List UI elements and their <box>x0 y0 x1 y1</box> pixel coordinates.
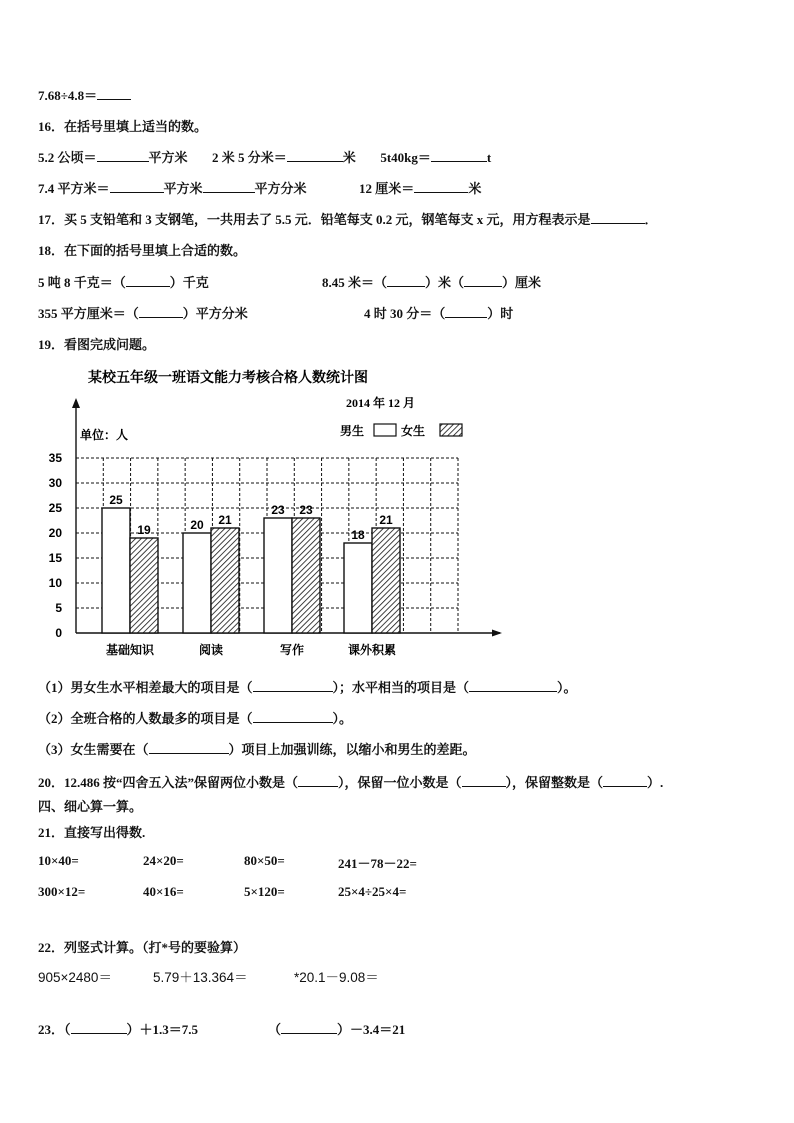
answer-blank[interactable] <box>387 274 425 287</box>
question-21-title: 21．直接写出得数. <box>38 825 146 840</box>
answer-blank[interactable] <box>591 211 645 224</box>
y-tick-label: 10 <box>48 576 62 590</box>
y-tick-label: 25 <box>48 501 62 515</box>
category-label: 阅读 <box>198 643 224 657</box>
bar-male <box>102 508 130 633</box>
bar-value-label: 20 <box>190 518 204 532</box>
answer-blank[interactable] <box>287 149 343 162</box>
bar-male <box>264 518 292 633</box>
bar-value-label: 21 <box>218 513 232 527</box>
legend-swatch-male <box>374 424 396 436</box>
chart-legend <box>340 423 462 438</box>
answer-blank[interactable] <box>414 180 468 193</box>
question-16-row2: 7.4 平方米＝ 平方米 平方分米 12 厘米＝ 米 <box>38 181 482 196</box>
section-4-title: 四、细心算一算。 <box>38 799 143 814</box>
bar-value-label: 19 <box>137 523 151 537</box>
answer-blank[interactable] <box>149 741 229 754</box>
calc-item: 24×20= <box>143 853 184 868</box>
answer-blank[interactable] <box>97 87 131 100</box>
answer-blank[interactable] <box>139 305 183 318</box>
y-tick-label: 35 <box>48 451 62 465</box>
question-19-part1: （1）男女生水平相差最大的项目是（ ）；水平相当的项目是（ ）。 <box>38 680 577 695</box>
category-label: 基础知识 <box>105 643 155 657</box>
answer-blank[interactable] <box>298 774 338 787</box>
bar-value-label: 23 <box>299 503 313 517</box>
y-tick-label: 20 <box>48 526 62 540</box>
legend-swatch-female <box>440 424 462 436</box>
calc-item: 300×12= <box>38 884 86 899</box>
calc-item: 25×4÷25×4= <box>338 884 407 899</box>
y-axis-arrow <box>72 398 80 408</box>
bar-female <box>292 518 320 633</box>
chart-title: 某校五年级一班语文能力考核合格人数统计图 <box>88 371 368 386</box>
calc-item: 10×40= <box>38 853 79 868</box>
question-19-part3: （3）女生需要在（ ）项目上加强训练，以缩小和男生的差距。 <box>38 742 476 757</box>
answer-blank[interactable] <box>445 305 487 318</box>
question-20: 20．12.486 按“四舍五入法”保留两位小数是（ ），保留一位小数是（ ），保留整数是（ ）. <box>38 775 664 790</box>
legend-label-female: 女生 <box>401 424 426 438</box>
question-23-b: （ ）－3.4＝21 <box>268 1022 406 1037</box>
y-tick-label: 15 <box>48 551 62 565</box>
x-axis-arrow <box>492 630 502 637</box>
calc-item: 40×16= <box>143 884 184 899</box>
bar-value-label: 18 <box>351 528 365 542</box>
answer-blank[interactable] <box>71 1021 127 1034</box>
vertical-calc-item: *20.1－9.08＝ <box>294 970 379 985</box>
answer-blank[interactable] <box>281 1021 337 1034</box>
question-18-c: 355 平方厘米＝（ ）平方分米 <box>38 306 248 321</box>
question-23-a: 23．（ ）＋1.3＝7.5 <box>38 1022 199 1037</box>
answer-blank[interactable] <box>126 274 170 287</box>
answer-blank[interactable] <box>603 774 647 787</box>
answer-blank[interactable] <box>253 679 333 692</box>
answer-blank[interactable] <box>431 149 487 162</box>
category-label: 课外积累 <box>347 643 397 657</box>
answer-blank[interactable] <box>469 679 557 692</box>
question-17: 17．买 5 支铅笔和 3 支钢笔，一共用去了 5.5 元．铅笔每支 0.2 元，钢笔每支 x 元，用方程表示是 ． <box>38 212 658 227</box>
bar-male <box>344 543 372 633</box>
bar-value-label: 23 <box>271 503 285 517</box>
question-18-b: 8.45 米＝（ ）米（ ）厘米 <box>322 275 542 290</box>
answer-blank[interactable] <box>203 180 255 193</box>
bar-chart <box>40 362 520 664</box>
y-tick-label: 5 <box>55 601 62 615</box>
y-tick-label: 0 <box>55 626 62 640</box>
bar-value-label: 21 <box>379 513 393 527</box>
bar-value-label: 25 <box>109 493 123 507</box>
answer-blank[interactable] <box>110 180 164 193</box>
question-16-title: 16．在括号里填上适当的数。 <box>38 119 208 134</box>
category-label: 写作 <box>279 643 305 657</box>
answer-blank[interactable] <box>97 149 149 162</box>
answer-blank[interactable] <box>462 774 506 787</box>
calc-item: 5×120= <box>244 884 285 899</box>
calc-item: 80×50= <box>244 853 285 868</box>
answer-blank[interactable] <box>253 710 333 723</box>
vertical-calc-item: 5.79＋13.364＝ <box>153 970 248 985</box>
question-16-row1: 5.2 公顷＝ 平方米 2 米 5 分米＝ 米 5t40kg＝ t <box>38 150 492 165</box>
bar-female <box>372 528 400 633</box>
y-tick-label: 30 <box>48 476 62 490</box>
chart-unit-label: 单位：人 <box>80 428 129 442</box>
question-22-title: 22．列竖式计算。（打*号的要验算） <box>38 940 247 955</box>
bar-male <box>183 533 211 633</box>
question-18-a: 5 吨 8 千克＝（ ）千克 <box>38 275 209 290</box>
question-18-d: 4 时 30 分＝（ ）时 <box>364 306 514 321</box>
vertical-calc-item: 905×2480＝ <box>38 970 112 985</box>
calc-item: 241－78－22= <box>338 856 417 871</box>
bar-female <box>211 528 239 633</box>
question-19-part2: （2）全班合格的人数最多的项目是（ ）。 <box>38 711 353 726</box>
question-18-title: 18．在下面的括号里填上合适的数。 <box>38 243 247 258</box>
bar-female <box>130 538 158 633</box>
legend-label-male: 男生 <box>340 424 365 438</box>
question-prev: 7.68÷4.8＝ <box>38 85 131 104</box>
question-19-title: 19．看图完成问题。 <box>38 337 156 352</box>
chart-subtitle: 2014 年 12 月 <box>346 396 416 410</box>
answer-blank[interactable] <box>464 274 502 287</box>
